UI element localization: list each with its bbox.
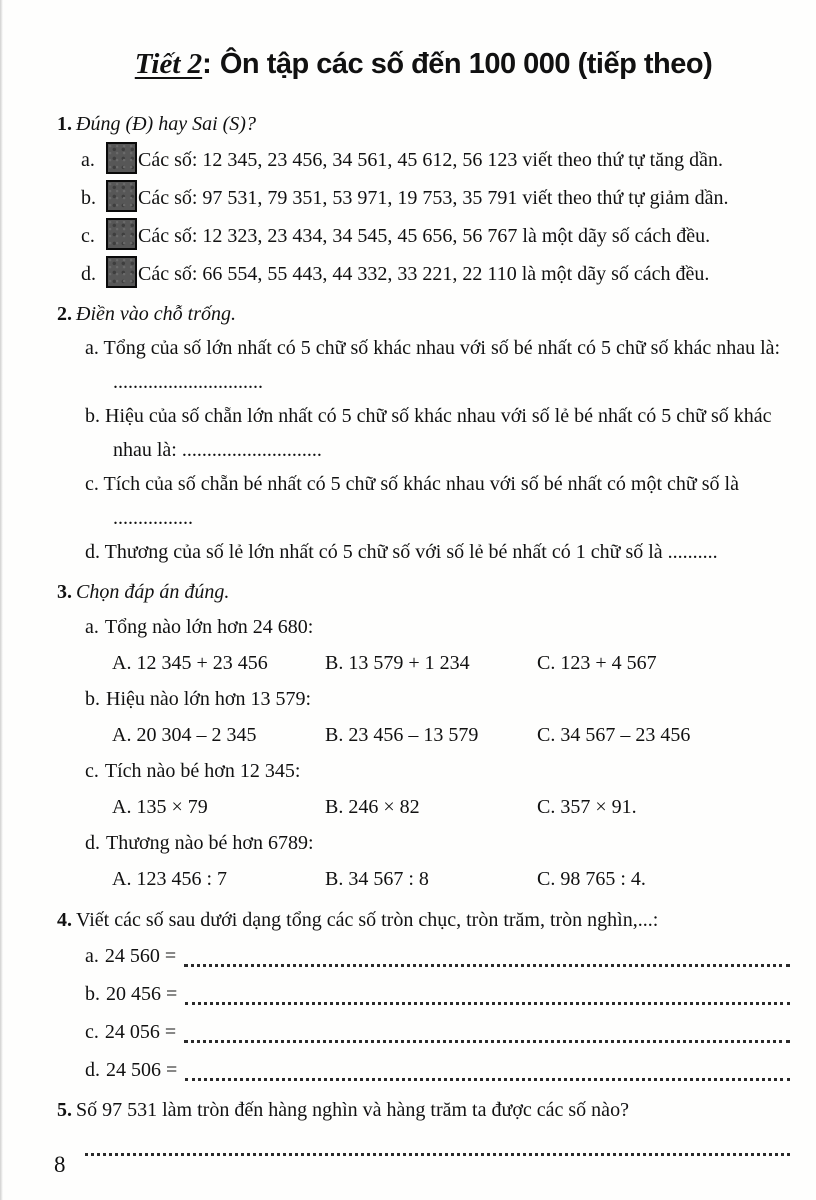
q1-item-c (81, 217, 790, 255)
answer-blank[interactable] (184, 964, 790, 967)
item-text: 24 560 = (104, 945, 177, 967)
item-text: 24 506 = (106, 1059, 178, 1081)
q3-part-a-prompt (85, 609, 790, 645)
question-4-prompt: Viết các số sau dưới dạng tổng các số tròn chục, tròn trăm, tròn nghìn,...: (76, 909, 659, 931)
q3-part-d-prompt (85, 825, 790, 861)
answer-checkbox[interactable] (106, 142, 137, 174)
item-letter: c. (85, 473, 99, 495)
page-number: 8 (54, 1152, 66, 1177)
answer-checkbox[interactable] (106, 218, 137, 250)
answer-blank[interactable] (185, 1078, 790, 1081)
fill-label (85, 1051, 177, 1089)
option-a: A. 20 304 – 2 345 (112, 724, 257, 746)
item-text: 20 456 = (106, 983, 178, 1005)
title-heading: Ôn tập các số đến 100 000 (tiếp theo) (219, 48, 713, 80)
item-text: Tổng của số lớn nhất có 5 chữ số khác nhau với số bé nhất có 5 chữ số khác nhau là: .............................. (103, 337, 781, 393)
q3-part-c-options (112, 789, 790, 825)
q1-item-d (81, 255, 790, 293)
item-text: Thương của số lẻ lớn nhất có 5 chữ số với số lẻ bé nhất có 1 chữ số là .......... (104, 541, 718, 563)
item-letter: d. (85, 541, 100, 563)
item-text: 24 056 = (104, 1021, 177, 1043)
answer-blank[interactable] (85, 1153, 790, 1156)
question-2-header (57, 297, 790, 331)
option-c: C. 123 + 4 567 (537, 652, 657, 674)
lesson-label: Tiết 2 (134, 48, 203, 80)
q4-row-b (85, 975, 790, 1013)
item-letter: a. (85, 945, 99, 967)
item-letter: c. (81, 225, 95, 247)
question-4-number: 4. (57, 909, 72, 931)
fill-label (85, 937, 176, 975)
q3-part-b-prompt (85, 681, 790, 717)
question-5-header (57, 1093, 790, 1127)
option-c: C. 98 765 : 4. (537, 868, 646, 890)
option-b: B. 23 456 – 13 579 (325, 724, 479, 746)
item-letter: b. (81, 187, 96, 209)
item-letter: c. (85, 760, 99, 782)
item-letter: a. (85, 337, 99, 359)
question-1-header (57, 107, 790, 141)
question-2-number: 2. (57, 303, 72, 325)
item-text: Tích của số chẵn bé nhất có 5 chữ số khác nhau với số bé nhất có một chữ số là ................ (103, 473, 739, 529)
q3-part-d-options (112, 861, 790, 897)
option-c: C. 357 × 91. (537, 796, 637, 818)
item-text: Các số: 97 531, 79 351, 53 971, 19 753, 35 791 viết theo thứ tự giảm dần. (138, 187, 729, 209)
fill-label (85, 975, 177, 1013)
item-letter: d. (81, 263, 96, 285)
question-3-number: 3. (57, 581, 72, 603)
item-text: Tổng nào lớn hơn 24 680: (104, 616, 314, 638)
item-letter: d. (85, 832, 100, 854)
item-text: Các số: 12 323, 23 434, 34 545, 45 656, 56 767 là một dãy số cách đều. (138, 225, 711, 247)
question-5-prompt: Số 97 531 làm tròn đến hàng nghìn và hàng trăm ta được các số nào? (76, 1099, 629, 1121)
question-3-prompt: Chọn đáp án đúng. (76, 581, 230, 603)
answer-blank[interactable] (185, 1002, 790, 1005)
q1-item-a (81, 141, 790, 179)
item-letter: a. (85, 616, 99, 638)
q4-row-a (85, 937, 790, 975)
option-b: B. 246 × 82 (325, 796, 420, 818)
item-text: Các số: 66 554, 55 443, 44 332, 33 221, 22 110 là một dãy số cách đều. (138, 263, 710, 285)
q3-part-b-options (112, 717, 790, 753)
answer-checkbox[interactable] (106, 180, 137, 212)
page-title (57, 46, 790, 85)
question-5-number: 5. (57, 1099, 72, 1121)
item-letter: a. (81, 149, 95, 171)
item-text: Các số: 12 345, 23 456, 34 561, 45 612, 56 123 viết theo thứ tự tăng dần. (138, 149, 723, 171)
option-b: B. 34 567 : 8 (325, 868, 429, 890)
item-letter: b. (85, 983, 100, 1005)
fill-label (85, 1013, 176, 1051)
question-4-header (57, 903, 790, 937)
option-a: A. 12 345 + 23 456 (112, 652, 268, 674)
question-3-header (57, 575, 790, 609)
answer-checkbox[interactable] (106, 256, 137, 288)
option-c: C. 34 567 – 23 456 (537, 724, 691, 746)
q1-item-b (81, 179, 790, 217)
q3-part-a-options (112, 645, 790, 681)
title-separator: : (202, 48, 220, 80)
question-1-prompt: Đúng (Đ) hay Sai (S)? (76, 113, 256, 135)
item-letter: b. (85, 405, 100, 427)
option-a: A. 135 × 79 (112, 796, 208, 818)
question-1-number: 1. (57, 113, 72, 135)
item-text: Hiệu nào lớn hơn 13 579: (106, 688, 312, 710)
q2-item-b (85, 399, 790, 467)
q2-item-c (85, 467, 790, 535)
question-2-prompt: Điền vào chỗ trống. (76, 303, 236, 325)
item-letter: d. (85, 1059, 100, 1081)
item-text: Tích nào bé hơn 12 345: (104, 760, 301, 782)
q2-item-d (85, 535, 790, 569)
q2-item-a (85, 331, 790, 399)
option-a: A. 123 456 : 7 (112, 868, 227, 890)
item-letter: c. (85, 1021, 99, 1043)
q4-row-d (85, 1051, 790, 1089)
item-text: Hiệu của số chẵn lớn nhất có 5 chữ số khác nhau với số lẻ bé nhất có 5 chữ số khác nhau là: ............................ (105, 405, 772, 461)
item-letter: b. (85, 688, 100, 710)
q4-row-c (85, 1013, 790, 1051)
answer-blank[interactable] (184, 1040, 790, 1043)
q3-part-c-prompt (85, 753, 790, 789)
item-text: Thương nào bé hơn 6789: (106, 832, 314, 854)
option-b: B. 13 579 + 1 234 (325, 652, 470, 674)
